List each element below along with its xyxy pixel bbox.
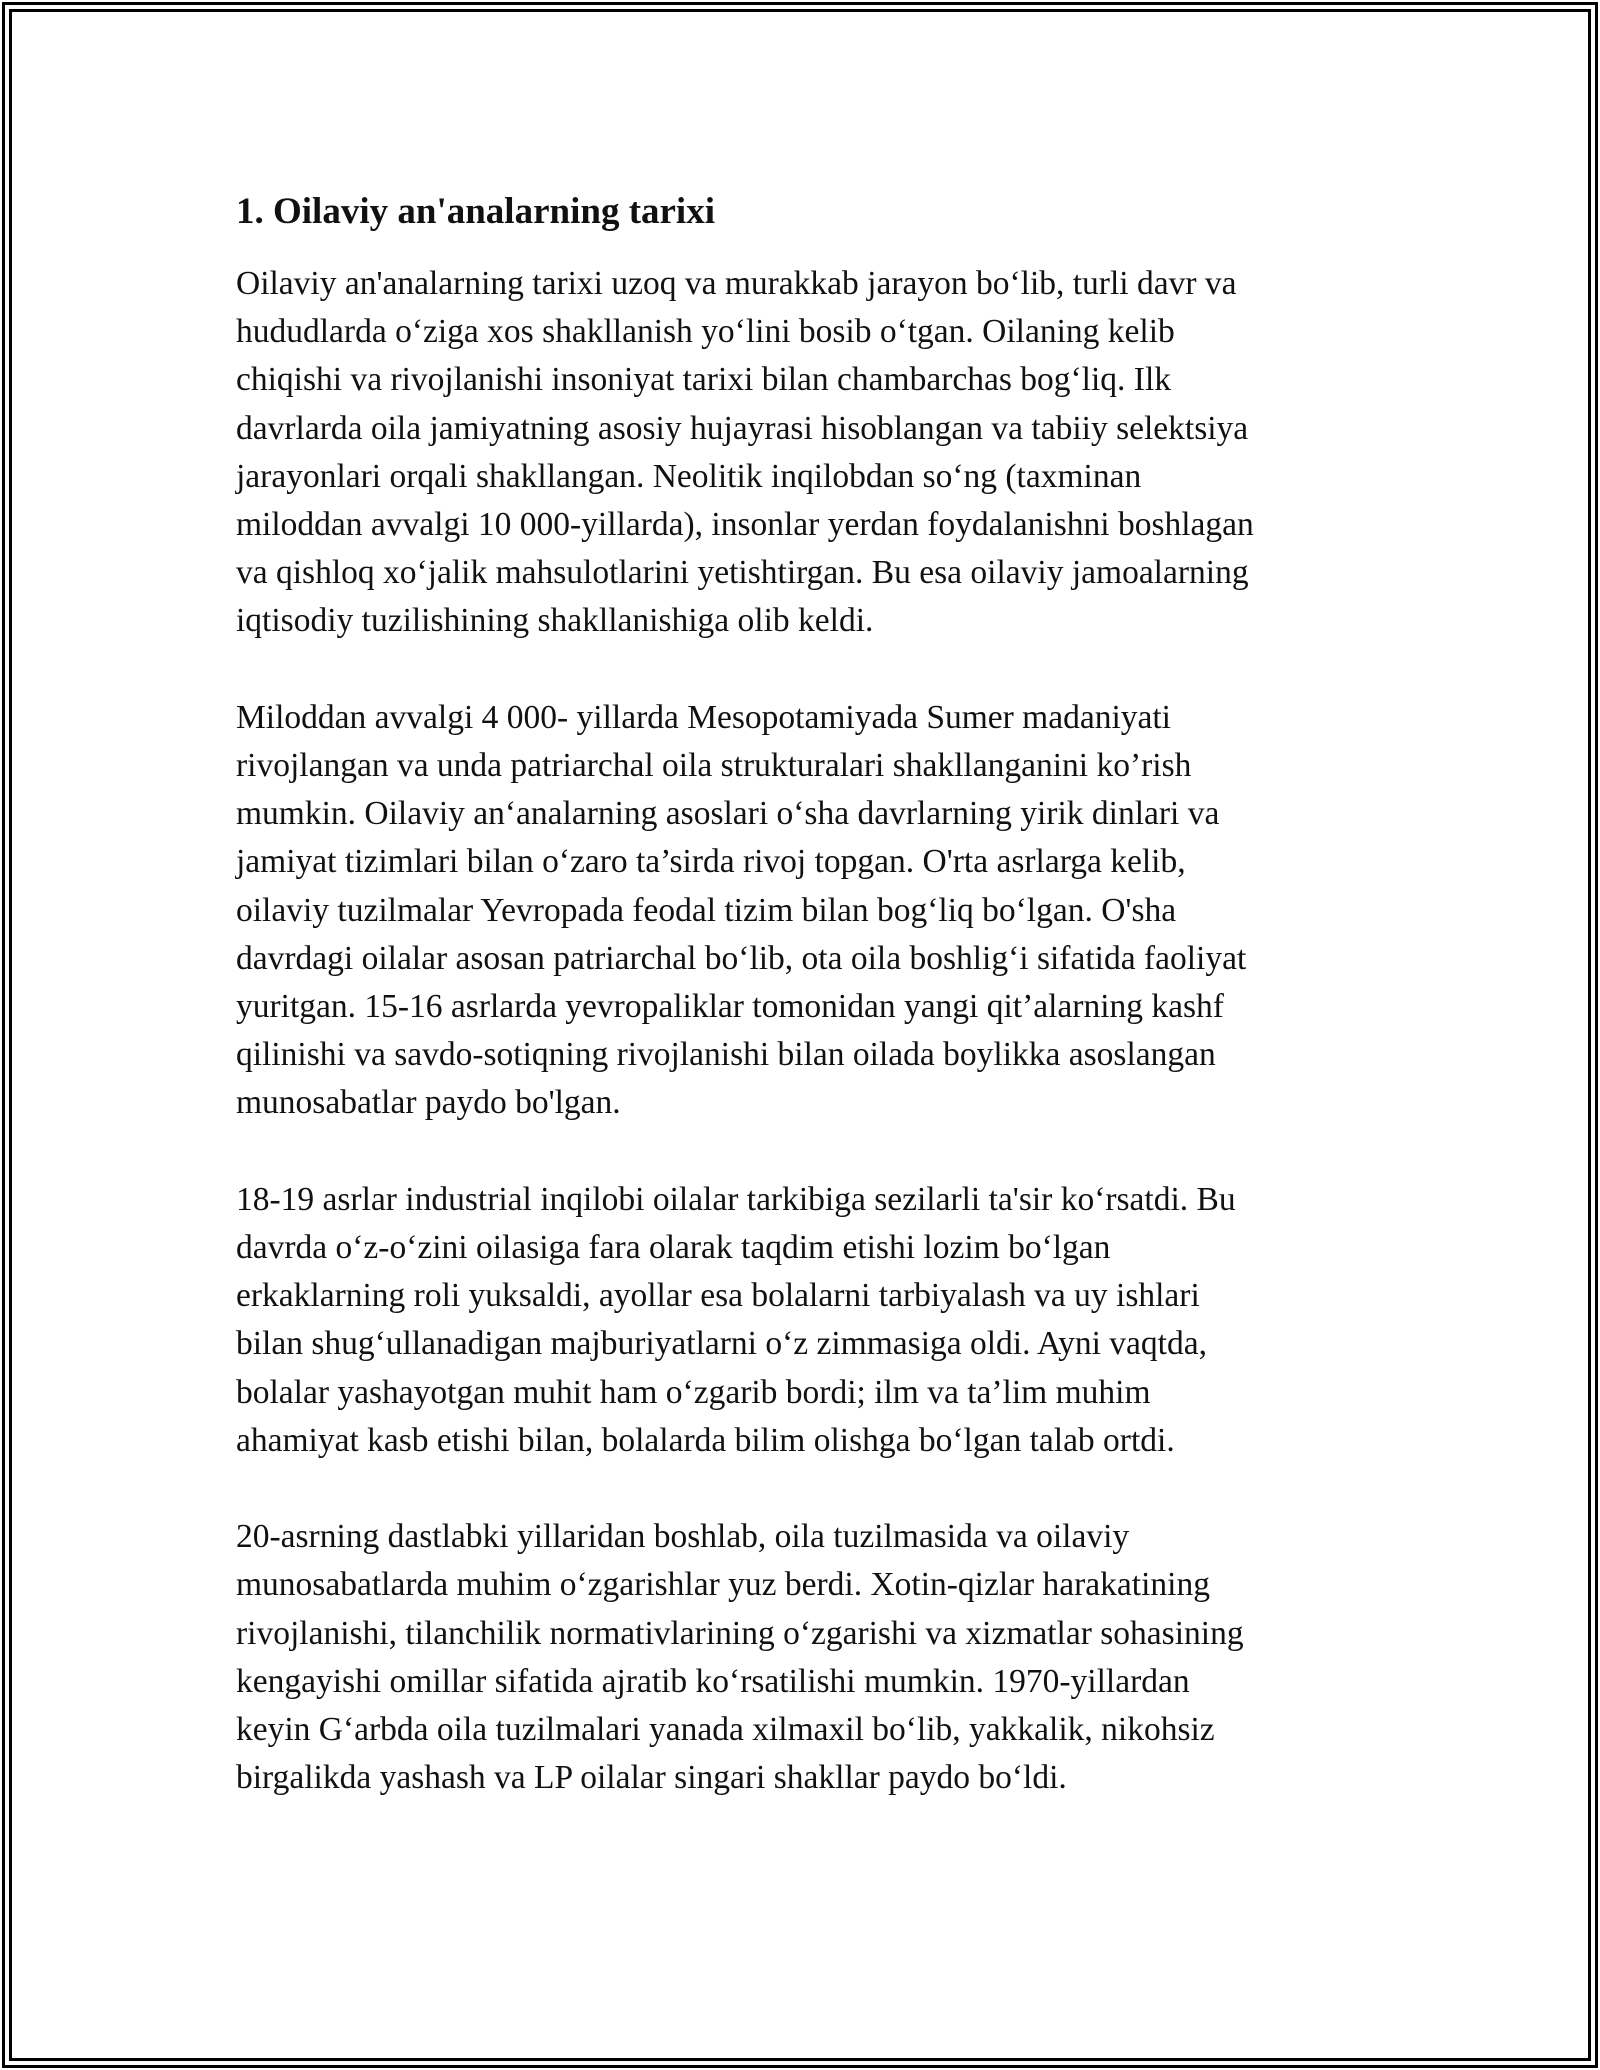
paragraph-line: ahamiyat kasb etishi bilan, bolalarda bilim olishga bo‘lgan talab ortdi. xyxy=(236,1421,1175,1459)
paragraph-line: kengayishi omillar sifatida ajratib ko‘rsatilishi mumkin. 1970-yillardan xyxy=(236,1662,1190,1700)
paragraph-line: jamiyat tizimlari bilan o‘zaro ta’sirda rivoj topgan. O'rta asrlarga kelib, xyxy=(236,843,1186,881)
paragraph-line: davrlarda oila jamiyatning asosiy hujayrasi hisoblangan va tabiiy selektsiya xyxy=(236,409,1249,447)
paragraph xyxy=(236,260,1366,646)
paragraph-line: yuritgan. 15-16 asrlarda yevropaliklar tomonidan yangi qit’alarning kashf xyxy=(236,988,1224,1026)
paragraph xyxy=(236,1176,1366,1465)
paragraph-line: iqtisodiy tuzilishining shakllanishiga olib keldi. xyxy=(236,602,874,640)
paragraph-line: chiqishi va rivojlanishi insoniyat tarixi bilan chambarchas bog‘liq. Ilk xyxy=(236,361,1172,399)
paragraph-line: va qishloq xo‘jalik mahsulotlarini yetishtirgan. Bu esa oilaviy jamoalarning xyxy=(236,554,1249,592)
paragraph-line: qilinishi va savdo-sotiqning rivojlanishi bilan oilada boylikka asoslangan xyxy=(236,1036,1216,1074)
paragraph-line: bilan shug‘ullanadigan majburiyatlarni o‘z zimmasiga oldi. Ayni vaqtda, xyxy=(236,1325,1207,1363)
paragraph-line: munosabatlarda muhim o‘zgarishlar yuz berdi. Xotin-qizlar harakatining xyxy=(236,1566,1210,1604)
paragraph-line: jarayonlari orqali shakllangan. Neolitik inqilobdan so‘ng (taxminan xyxy=(236,457,1142,495)
paragraph-line: 20-asrning dastlabki yillaridan boshlab, oila tuzilmasida va oilaviy xyxy=(236,1518,1130,1556)
paragraph-line: rivojlangan va unda patriarchal oila strukturalari shakllanganini ko’rish xyxy=(236,747,1192,785)
paragraph-line: birgalikda yashash va LP oilalar singari shakllar paydo bo‘ldi. xyxy=(236,1759,1067,1797)
paragraph-line: oilaviy tuzilmalar Yevropada feodal tizim bilan bog‘liq bo‘lgan. O'sha xyxy=(236,891,1177,929)
paragraph-line: 18-19 asrlar industrial inqilobi oilalar tarkibiga sezilarli ta'sir ko‘rsatdi. Bu xyxy=(236,1180,1236,1218)
paragraph-line: keyin G‘arbda oila tuzilmalari yanada xilmaxil bo‘lib, yakkalik, nikohsiz xyxy=(236,1711,1215,1749)
paragraph-line: hududlarda o‘ziga xos shakllanish yo‘lini bosib o‘tgan. Oilaning kelib xyxy=(236,313,1175,351)
paragraph-line: miloddan avvalgi 10 000-yillarda), insonlar yerdan foydalanishni boshlagan xyxy=(236,506,1254,544)
paragraph xyxy=(236,694,1366,1128)
paragraph-line: Oilaviy an'analarning tarixi uzoq va murakkab jarayon bo‘lib, turli davr va xyxy=(236,265,1237,302)
paragraph-line: Miloddan avvalgi 4 000- yillarda Mesopotamiyada Sumer madaniyati xyxy=(236,698,1171,736)
document-body xyxy=(236,188,1366,1851)
paragraph-line: munosabatlar paydo bo'lgan. xyxy=(236,1084,621,1122)
paragraphs-container xyxy=(236,260,1366,1802)
section-heading: 1. Oilaviy an'analarning tarixi xyxy=(236,191,715,232)
paragraph-line: bolalar yashayotgan muhit ham o‘zgarib bordi; ilm va ta’lim muhim xyxy=(236,1373,1151,1411)
paragraph-line: erkaklarning roli yuksaldi, ayollar esa bolalarni tarbiyalash va uy ishlari xyxy=(236,1277,1200,1315)
paragraph-line: rivojlanishi, tilanchilik normativlarining o‘zgarishi va xizmatlar sohasining xyxy=(236,1614,1244,1652)
paragraph-line: davrda o‘z-o‘zini oilasiga fara olarak taqdim etishi lozim bo‘lgan xyxy=(236,1229,1111,1267)
paragraph-line: mumkin. Oilaviy an‘analarning asoslari o‘sha davrlarning yirik dinlari va xyxy=(236,795,1220,833)
paragraph-line: davrdagi oilalar asosan patriarchal bo‘lib, ota oila boshlig‘i sifatida faoliyat xyxy=(236,939,1247,977)
paragraph xyxy=(236,1513,1366,1802)
